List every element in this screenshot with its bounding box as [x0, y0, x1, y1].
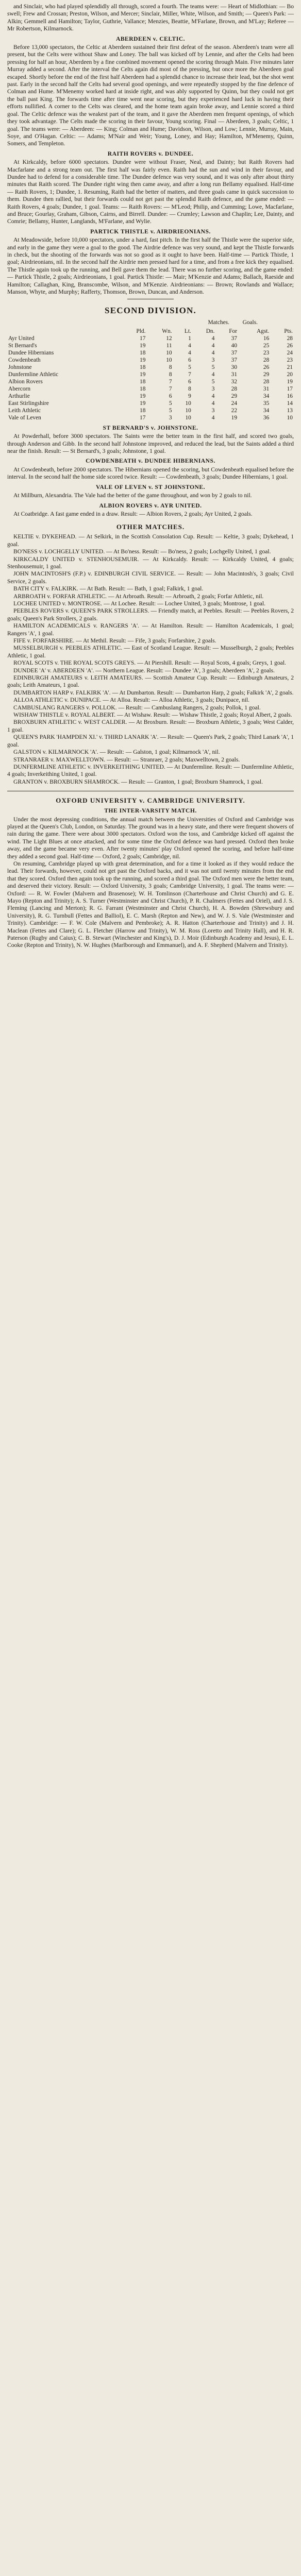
stat-cell: 19: [287, 378, 293, 385]
stat-cell: 9: [188, 393, 191, 399]
stat-cell: 31: [231, 371, 238, 378]
report-paragraph: At Millburn, Alexandria. The Vale had the better of the game throughout, and won by 2 goals to nil.: [13, 492, 252, 499]
col-for: For: [229, 328, 238, 334]
team-name: Leith Athletic: [8, 407, 41, 414]
section-cowdenbeath-hibs: [7, 457, 294, 481]
stat-cell: 21: [287, 364, 293, 370]
stat-cell: 25: [263, 342, 270, 349]
stat-cell: 4: [211, 393, 215, 399]
col-team: [7, 328, 122, 335]
stat-cell: 10: [166, 349, 172, 356]
league-group-labels: [7, 319, 294, 326]
match-report: ALLOA ATHLETIC v. DUNIPACE. — At Alloa. Result: — Alloa Athletic, 3 goals; Dunipace, nil.: [13, 697, 250, 704]
goals-label: Goals.: [242, 319, 258, 326]
stat-cell: 8: [188, 385, 191, 392]
stat-cell: 34: [263, 407, 270, 414]
team-name: Dundee Hibernians: [8, 349, 54, 356]
stat-cell: 37: [231, 349, 238, 356]
stat-cell: 28: [263, 378, 270, 385]
section-heading: ST BERNARD'S v. JOHNSTONE.: [103, 424, 198, 431]
stat-cell: 19: [140, 371, 146, 378]
stat-cell: 29: [231, 393, 238, 399]
stat-cell: 29: [263, 371, 270, 378]
section-heading: RAITH ROVERS v. DUNDEE.: [107, 150, 194, 157]
stat-cell: 7: [169, 385, 172, 392]
stat-cell: 4: [211, 371, 215, 378]
league-header-row: [7, 328, 294, 335]
table-row: [7, 349, 294, 357]
team-name: Arthurlie: [8, 393, 30, 399]
matches-label: Matches.: [208, 319, 229, 326]
section-heading: ALBION ROVERS v. AYR UNITED.: [99, 502, 202, 509]
col-points: Pts.: [284, 328, 293, 334]
stat-cell: 22: [231, 407, 238, 414]
team-name: Albion Rovers: [8, 378, 43, 385]
stat-cell: 17: [140, 414, 146, 421]
stat-cell: 10: [287, 414, 293, 421]
stat-cell: 6: [188, 357, 191, 363]
team-name: Ayr United: [8, 335, 35, 342]
match-report: BROXBURN ATHLETIC v. WEST CALDER. — At Broxburn. Result: — Broxburn Athletic, 3 goals; West Calder, 1 goal.: [7, 719, 294, 733]
table-row: [7, 335, 294, 342]
report-paragraph: At Cowdenbeath, before 2000 spectators. The Hibernians opened the scoring, but Cowdenbeath equalised before the interval. In the second half the home side scored twice. Result: — Cowdenbeath, 3 goals; Dundee Hibernians, 1 goal.: [7, 466, 294, 481]
section-heading: ABERDEEN v. CELTIC.: [115, 35, 186, 42]
table-row: [7, 414, 294, 421]
stat-cell: 3: [211, 407, 215, 414]
stat-cell: 8: [169, 364, 172, 370]
stat-cell: 19: [140, 357, 146, 363]
stat-cell: 5: [169, 400, 172, 406]
stat-cell: 8: [169, 371, 172, 378]
section-raith-dundee: [7, 150, 294, 226]
col-played: Pld.: [136, 328, 146, 334]
section-heading: PARTICK THISTLE v. AIRDRIEONIANS.: [90, 228, 211, 235]
stat-cell: 36: [263, 414, 270, 421]
table-row: [7, 407, 294, 414]
stat-cell: 40: [231, 342, 238, 349]
section-stbernards-johnstone: [7, 425, 294, 455]
stat-cell: 5: [188, 364, 191, 370]
other-matches-heading: OTHER MATCHES.: [116, 523, 185, 531]
stat-cell: 35: [263, 400, 270, 406]
oxford-cambridge-block: [7, 796, 294, 950]
stat-cell: 32: [231, 378, 238, 385]
match-report: GALSTON v. KILMARNOCK 'A'. — Result: — Galston, 1 goal; Kilmarnock 'A', nil.: [13, 749, 220, 756]
stat-cell: 17: [287, 385, 293, 392]
team-name: Cowdenbeath: [8, 357, 41, 363]
team-name: East Stirlingshire: [8, 400, 49, 406]
stat-cell: 10: [166, 357, 172, 363]
match-report: PEEBLES ROVERS v. QUEEN'S PARK STROLLERS. — Friendly match, at Peebles. Result: — Peebles Rovers, 2 goals; Queen's Park Strollers, 2 goals.: [7, 607, 294, 622]
stat-cell: 4: [211, 335, 215, 342]
report-paragraph: At Powderhall, before 3000 spectators. The Saints were the better team in the first half, and scored two goals, through Anderson and Gibb. In the second half Johnstone improved, and reduced the lead, but the Saints added a third near the finish. Result: — St Bernard's, 3 goals; Johnstone, 1 goal.: [7, 433, 294, 455]
stat-cell: 18: [140, 378, 146, 385]
match-report: BO'NESS v. LOCHGELLY UNITED. — At Bo'ness. Result: — Bo'ness, 2 goals; Lochgelly United, 1 goal.: [13, 548, 271, 555]
stat-cell: 4: [211, 414, 215, 421]
stat-cell: 6: [188, 378, 191, 385]
stat-cell: 1: [188, 335, 191, 342]
report-paragraph: Before 13,000 spectators, the Celtic at Aberdeen sustained their first defeat of the season. Aberdeen's team were all present, but the Celts were without Shaw and Loney. The ball was kicked off by Lennie, and after the Celts had been pressing for half an hour, Aberdeen by a fine combined movement opened the scoring through Main. Five minutes later Murray added a second. After the interval the Celts again did most of the pressing, but once more the Aberdeen goal escaped. Shortly before the end of the first half Aberdeen had a splendid chance to increase their lead, but the shot went past. Early in the second half the Celts had several good openings, and were repeatedly stopped by the fine defence of Colman and Hume. M'Menemy worked hard at inside right, and was ably supported by Quinn, but they could not get the ball past King. The forwards time after time went near scoring, but they experienced hard luck in having their efforts nullified. A corner to the Celts was cleared, and the home team again broke away, and Lennie scored a third goal. The Celtic defence was the weakest part of the team, and it gave the Aberdeen men frequent openings, of which they took advantage. The Celts made the scoring in their favour, Young scoring. Final — Aberdeen, 3 goals; Celtic, 1 goal. The teams were: — Aberdeen: — King; Colman and Hume; Davidson, Wilson, and Low; Lennie, Murray, Main, Soye, and O'Hagan. Celtic: — Adams; M'Nair and Weir; Young, Loney, and Hay; Hamilton, M'Menemy, Quinn, Somers, and Templeton.: [7, 44, 294, 147]
other-matches-list: [7, 533, 294, 786]
league-body: [7, 335, 294, 421]
stat-cell: 18: [140, 407, 146, 414]
report-paragraph: At Coatbridge. A fast game ended in a draw. Result: — Albion Rovers, 2 goals; Ayr United, 2 goals.: [13, 510, 253, 517]
match-report: FIFE v. FORFARSHIRE. — At Methil. Result: — Fife, 3 goals; Forfarshire, 2 goals.: [13, 637, 216, 644]
stat-cell: 16: [263, 335, 270, 342]
stat-cell: 18: [140, 364, 146, 370]
match-report: KELTIE v. DYKEHEAD. — At Selkirk, in the Scottish Consolation Cup. Result: — Keltie, 3 goals; Dykehead, 1 goal.: [7, 533, 294, 548]
section-albion-ayr: [7, 502, 294, 518]
team-name: Johnstone: [8, 364, 32, 370]
match-report: DUMBARTON HARP v. FALKIRK 'A'. — At Dumbarton. Result: — Dumbarton Harp, 2 goals; Falkirk 'A', 2 goals.: [13, 689, 294, 696]
stat-cell: 4: [211, 349, 215, 356]
section-aberdeen-celtic: [7, 36, 294, 148]
stat-cell: 16: [287, 393, 293, 399]
match-report: STRANRAER v. MAXWELLTOWN. — Result: — Stranraer, 2 goals; Maxwelltown, 2 goals.: [13, 756, 240, 763]
match-report: QUEEN'S PARK 'HAMPDEN XI.' v. THIRD LANARK 'A'. — Result: — Queen's Park, 2 goals; Third Lanark 'A', 1 goal.: [7, 734, 294, 748]
stat-cell: 26: [263, 364, 270, 370]
match-report: MUSSELBURGH v. PEEBLES ATHLETIC. — East of Scotland League. Result: — Musselburgh, 2 goals; Peebles Athletic, 1 goal.: [7, 645, 294, 659]
report-paragraph: At Meadowside, before 10,000 spectators, under a hard, fast pitch. In the first half the Thistle were the superior side, and early in the game they were a goal to the good. The Airdrie defence was very sound, and kept the Thistle forwards in check, but the shooting of the forwards was not so good as it ought to have been. Half-time — Partick Thistle, 1 goal; Airdrieonians, nil. In the second half the Airdrie men pressed hard for a time, and from a free kick they equalised. The Thistle again took up the running, and Bell gave them the lead. There was no further scoring, and the game ended: — Partick Thistle, 2 goals; Airdrieonians, 1 goal. Partick Thistle: — Mair; M'Kenzie and Adams; Ballach, Raeside and Hamilton; Callaghan, King, Branscombe, Wilson, and M'Kenzie. Airdrieonians: — Brown; Rowlands and Wallace; Manson, Whyte, and Murphy; Rafferty, Thomson, Brown, Duncan, and Anderson.: [7, 236, 294, 296]
stat-cell: 3: [211, 357, 215, 363]
table-row: [7, 342, 294, 349]
top-block: [7, 3, 294, 33]
stat-cell: 11: [166, 342, 172, 349]
stat-cell: 4: [211, 400, 215, 406]
team-name: Dunfermline Athletic: [8, 371, 59, 378]
stat-cell: 19: [140, 342, 146, 349]
team-name: St Bernard's: [8, 342, 37, 349]
stat-cell: 17: [140, 335, 146, 342]
stat-cell: 28: [263, 357, 270, 363]
stat-cell: 12: [166, 335, 172, 342]
match-report: ARBROATH v. FORFAR ATHLETIC. — At Arbroath. Result: — Arbroath, 2 goals; Forfar Athletic, nil.: [13, 592, 264, 600]
match-report: WISHAW THISTLE v. ROYAL ALBERT. — At Wishaw. Result: — Wishaw Thistle, 2 goals; Royal Albert, 2 goals.: [13, 711, 292, 719]
stat-cell: 23: [263, 349, 270, 356]
stat-cell: 19: [231, 414, 238, 421]
oxford-subheading: THE INTER-VARSITY MATCH.: [104, 807, 197, 815]
stat-cell: 30: [231, 364, 238, 370]
oxford-paragraph: On resuming, Cambridge played up with great determination, and for a time it looked as if they would reduce the lead. Their forwards, however, could not get past the Oxford backs, and it was not until twenty minutes from the end that they scored. Oxford then again took up the running, and scored a third goal. The Oxford men were the better team, and deserved their victory. Result: — Oxford University, 3 goals; Cambridge University, 1 goal. The teams were: — Oxford: — R. W. Fowler (Malvern and Brasenose); W. H. Tomlinson (Charterhouse and Christ Church) and G. E. Mayo (Repton and Trinity); A. S. Turner (Westminster and Christ Church), P. R. Chalmers (Fettes and Oriel), and J. S. Fleming (Lancing and Merton); R. G. Farrant (Westminster and Christ Church), H. A. Bowden (Shrewsbury and University), R. G. Turnbull (Fettes and Balliol), E. C. Marsh (Repton and New), and W. J. S. Vale (Westminster and Trinity). Cambridge: — F. W. Cole (Malvern and Pembroke); A. R. Hatton (Charterhouse and Trinity) and J. H. Maclean (Fettes and Clare); G. L. Fletcher (Harrow and Trinity), W. M. Ross (Loretto and Trinity Hall), and H. R. Paterson (Rugby and Caius); C. B. Stewart (Winchester and King's), D. J. Moir (Edinburgh Academy and Jesus), E. L. Cooke (Repton and Trinity), N. W. Hughes (Marlborough and Emmanuel), and A. F. Shepherd (Malvern and Trinity).: [7, 860, 294, 949]
col-against: Agst.: [256, 328, 270, 334]
oxford-paragraph: Under the most depressing conditions, the annual match between the Universities of Oxford and Cambridge was played at the Queen's Club, London, on Saturday. The ground was in a heavy state, and there were frequent showers of rain during the game. There were about 3000 spectators. Oxford won the toss, and Cambridge kicked off against the wind. The Light Blues at once attacked, and for some time the Oxford defence was hard pressed. Oxford then broke away, and the game became very even. After twenty minutes' play Oxford opened the scoring, and before half-time they added a second goal. Half-time — Oxford, 2 goals; Cambridge, nil.: [7, 816, 294, 860]
match-report: DUNDEE 'A' v. ABERDEEN 'A'. — Northern League. Result: — Dundee 'A', 3 goals; Aberdeen 'A', 2 goals.: [13, 667, 275, 674]
other-matches-block: [7, 523, 294, 786]
col-drawn: Dn.: [206, 328, 215, 334]
table-row: [7, 371, 294, 378]
stat-cell: 4: [211, 342, 215, 349]
report-paragraph: At Kirkcaldy, before 6000 spectators. Dundee were without Fraser, Neal, and Dainty; but Raith Rovers had Macfarlane and a strong team out. The first half was fairly even. Raith had the sun and wind in their favour, and Dundee had to defend for a considerable time. The Dundee defence was very sound, and it was only after about thirty minutes that Raith scored. The Dundee right wing then came away, and after a long run Bellamy equalised. Half-time — Raith Rovers, 1; Dundee, 1. Resuming, Raith had the better of matters, and three goals came in quick succession to them. Dundee then rallied, but their forwards could not get past the splendid Raith defence, and the game ended: — Raith Rovers, 4 goals; Dundee, 1 goal. Teams: — Raith Rovers: — M'Leod; Philip, and Cumming; Lowe, Macfarlane, and Bruce; Gourlay, Graham, Gibson, Cairns, and Birrell. Dundee: — Crumley; Lawson and Chaplin; Lee, Dainty, and Comrie; Bellamy, Hunter, Langlands, M'Farlane, and Wylie.: [7, 159, 294, 225]
top-paragraph-0: and Sinclair, who had played splendidly all through, scored a fourth. The teams were: — Heart of Midlothian: — Bo swell; Frew and Crossan; Preston, Wilson, and Mercer; Sinclair, Miller, White, Wilson, and Smith; — Queen's Park: — Alkin; Gemmell and Hamilton; Taylor, Guthrie, Vallance; Menzies, Beattie, M'Farlane, Brown, and M'Lay; Referee — Mr Robertson, Kilmarnock.: [7, 3, 294, 32]
stat-cell: 24: [287, 349, 293, 356]
match-report: ROYAL SCOTS v. THE ROYAL SCOTS GREYS. — At Piershill. Result: — Royal Scots, 4 goals; Greys, 1 goal.: [13, 659, 286, 667]
league-heading: SECOND DIVISION.: [105, 306, 196, 316]
stat-cell: 26: [287, 342, 293, 349]
stat-cell: 10: [185, 414, 191, 421]
table-row: [7, 385, 294, 393]
stat-cell: 5: [211, 378, 215, 385]
stat-cell: 23: [287, 357, 293, 363]
match-report: CAMBUSLANG RANGERS v. POLLOK. — Result: — Cambuslang Rangers, 2 goals; Pollok, 1 goal.: [13, 704, 261, 711]
col-won: Wn.: [162, 328, 172, 334]
stat-cell: 34: [263, 393, 270, 399]
match-report: EDINBURGH AMATEURS v. LEITH AMATEURS. — Scottish Amateur Cup. Result: — Edinburgh Amateurs, 2 goals; Leith Amateurs, 1 goal.: [7, 674, 294, 689]
newspaper-column: [0, 0, 301, 950]
stat-cell: 7: [169, 378, 172, 385]
stat-cell: 24: [231, 400, 238, 406]
stat-cell: 18: [140, 385, 146, 392]
stat-cell: 28: [231, 385, 238, 392]
stat-cell: 31: [263, 385, 270, 392]
table-row: [7, 393, 294, 400]
league-table-block: [7, 306, 294, 421]
league-table: [7, 328, 294, 421]
stat-cell: 20: [287, 371, 293, 378]
stat-cell: 28: [287, 335, 293, 342]
section-vale-stjohnstone: [7, 484, 294, 500]
stat-cell: 5: [211, 364, 215, 370]
table-row: [7, 364, 294, 371]
match-report: DUNFERMLINE ATHLETIC v. INVERKEITHING UNITED. — At Dunfermline. Result: — Dunfermline Athletic, 4 goals; Inverkeithing United, 1 goal.: [7, 763, 294, 778]
match-report: KIRKCALDY UNITED v. STENHOUSEMUIR. — At Kirkcaldy. Result: — Kirkcaldy United, 4 goals; Stenhousemuir, 1 goal.: [7, 555, 294, 570]
stat-cell: 13: [287, 407, 293, 414]
stat-cell: 4: [188, 349, 191, 356]
match-report: GRANTON v. BROXBURN SHAMROCK. — Result: — Granton, 1 goal; Broxburn Shamrock, 1 goal.: [13, 778, 263, 785]
stat-cell: 3: [169, 414, 172, 421]
stat-cell: 6: [169, 393, 172, 399]
match-report: LOCHEE UNITED v. MONTROSE. — At Lochee. Result: — Lochee United, 3 goals; Montrose, 1 goal.: [13, 600, 266, 607]
second-division-reports: [7, 425, 294, 518]
match-report: HAMILTON ACADEMICALS v. RANGERS 'A'. — At Hamilton. Result: — Hamilton Academicals, 1 goal; Rangers 'A', 1 goal.: [7, 622, 294, 637]
stat-cell: 37: [231, 335, 238, 342]
stat-cell: 10: [185, 400, 191, 406]
table-row: [7, 378, 294, 385]
team-name: Vale of Leven: [8, 414, 41, 421]
match-report: BATH CITY v. FALKIRK. — At Bath. Result: — Bath, 1 goal; Falkirk, 1 goal.: [13, 585, 204, 592]
stat-cell: 14: [287, 400, 293, 406]
section-partick-airdrie: [7, 228, 294, 296]
stat-cell: 19: [140, 393, 146, 399]
section-heading: VALE OF LEVEN v. ST JOHNSTONE.: [95, 483, 206, 490]
team-name: Abercorn: [8, 385, 31, 392]
stat-cell: 19: [140, 400, 146, 406]
oxford-heading: OXFORD UNIVERSITY v. CAMBRIDGE UNIVERSITY.: [56, 796, 245, 805]
table-row: [7, 400, 294, 407]
stat-cell: 4: [188, 342, 191, 349]
section-heading: COWDENBEATH v. DUNDEE HIBERNIANS.: [86, 457, 215, 465]
stat-cell: 37: [231, 357, 238, 363]
stat-cell: 10: [185, 407, 191, 414]
stat-cell: 18: [140, 349, 146, 356]
col-lost: Lt.: [184, 328, 191, 334]
match-report: JOHN MACINTOSH'S (F.P.) v. EDINBURGH CIVIL SERVICE. — Result: — John Macintosh's, 3 goals; Civil Service, 2 goals.: [7, 570, 294, 585]
stat-cell: 3: [211, 385, 215, 392]
stat-cell: 7: [188, 371, 191, 378]
table-row: [7, 357, 294, 364]
stat-cell: 5: [169, 407, 172, 414]
